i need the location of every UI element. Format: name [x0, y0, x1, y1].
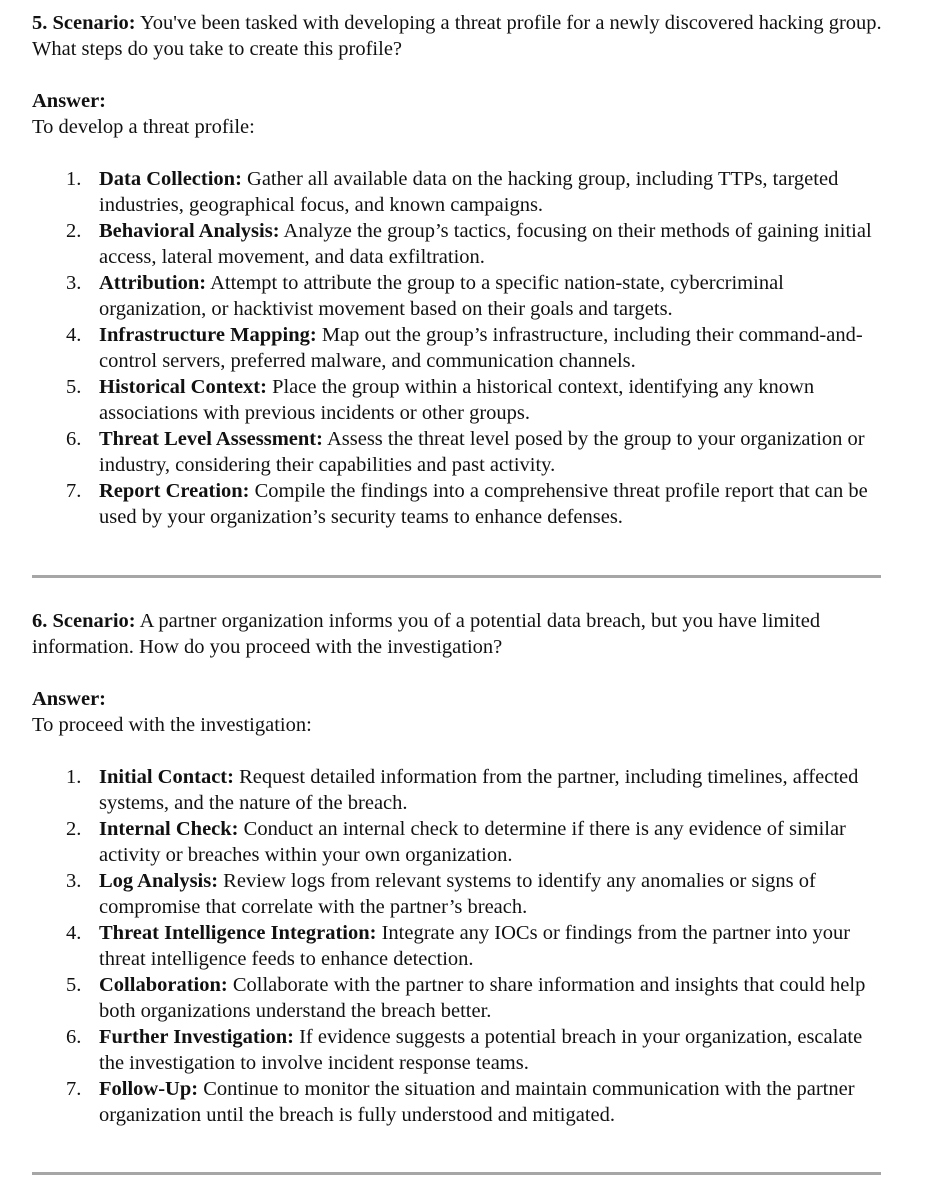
step-term: Threat Intelligence Integration: [99, 922, 377, 944]
step-text: Place the group within a historical context, identifying any known associations with previous incidents or other groups. [99, 376, 815, 424]
scenario-section-5 [32, 10, 892, 530]
step-term: Collaboration: [99, 974, 228, 996]
list-item [32, 1024, 892, 1076]
answer-steps-list [32, 166, 892, 530]
step-term: Data Collection: [99, 168, 242, 190]
step-term: Internal Check: [99, 818, 239, 840]
step-text: Conduct an internal check to determine if there is any evidence of similar activity or breaches within your own organization. [99, 818, 846, 866]
list-item [32, 322, 892, 374]
step-text: If evidence suggests a potential breach in your organization, escalate the investigation to involve incident response teams. [99, 1026, 863, 1074]
scenario-question [32, 10, 892, 62]
list-number: 3. [66, 272, 82, 294]
list-item [32, 972, 892, 1024]
answer-intro: To proceed with the investigation: [32, 714, 312, 736]
scenario-label: 6. Scenario: [32, 610, 136, 632]
list-number: 7. [66, 1078, 82, 1100]
step-term: Report Creation: [99, 480, 250, 502]
list-item [32, 816, 892, 868]
step-text: Map out the group’s infrastructure, including their command-and-control servers, preferred malware, and communication channels. [99, 324, 863, 372]
step-text: Continue to monitor the situation and maintain communication with the partner organization until the breach is fully understood and mitigated. [99, 1078, 855, 1126]
step-term: Threat Level Assessment: [99, 428, 323, 450]
answer-label: Answer: [32, 90, 107, 112]
list-number: 3. [66, 870, 82, 892]
list-item [32, 1076, 892, 1128]
list-number: 7. [66, 480, 82, 502]
answer-steps-list [32, 764, 892, 1128]
list-number: 1. [66, 766, 82, 788]
step-term: Attribution: [99, 272, 207, 294]
step-term: Infrastructure Mapping: [99, 324, 317, 346]
step-text: Review logs from relevant systems to identify any anomalies or signs of compromise that correlate with the partner’s breach. [99, 870, 816, 918]
section-divider [32, 575, 881, 578]
step-text: Compile the findings into a comprehensive threat profile report that can be used by your organization’s security teams to enhance defenses. [99, 480, 868, 528]
step-term: Further Investigation: [99, 1026, 294, 1048]
step-term: Historical Context: [99, 376, 267, 398]
list-number: 6. [66, 428, 82, 450]
list-number: 5. [66, 974, 82, 996]
list-item [32, 478, 892, 530]
list-number: 4. [66, 324, 82, 346]
list-item [32, 218, 892, 270]
scenario-text: You've been tasked with developing a threat profile for a newly discovered hacking group. What steps do you take to create this profile? [32, 12, 882, 60]
list-number: 2. [66, 818, 82, 840]
step-term: Follow-Up: [99, 1078, 199, 1100]
step-term: Initial Contact: [99, 766, 234, 788]
step-text: Analyze the group’s tactics, focusing on their methods of gaining initial access, lateral movement, and data exfiltration. [99, 220, 872, 268]
answer-intro: To develop a threat profile: [32, 116, 255, 138]
step-text: Attempt to attribute the group to a specific nation-state, cybercriminal organization, or hacktivist movement based on their goals and targets. [99, 272, 784, 320]
scenario-text: A partner organization informs you of a potential data breach, but you have limited information. How do you proceed with the investigation? [32, 610, 821, 658]
step-text: Collaborate with the partner to share information and insights that could help both organizations understand the breach better. [99, 974, 866, 1022]
list-number: 1. [66, 168, 82, 190]
step-term: Log Analysis: [99, 870, 219, 892]
list-item [32, 270, 892, 322]
list-item [32, 764, 892, 816]
list-item [32, 426, 892, 478]
step-text: Request detailed information from the partner, including timelines, affected systems, and the nature of the breach. [99, 766, 859, 814]
step-term: Behavioral Analysis: [99, 220, 280, 242]
section-divider [32, 1172, 881, 1175]
step-text: Assess the threat level posed by the group to your organization or industry, considering their capabilities and past activity. [99, 428, 865, 476]
answer-label: Answer: [32, 688, 107, 710]
scenario-section-6 [32, 608, 892, 1128]
list-item [32, 868, 892, 920]
list-item [32, 374, 892, 426]
list-item [32, 920, 892, 972]
list-number: 2. [66, 220, 82, 242]
list-number: 6. [66, 1026, 82, 1048]
scenario-label: 5. Scenario: [32, 12, 136, 34]
step-text: Integrate any IOCs or findings from the partner into your threat intelligence feeds to enhance detection. [99, 922, 851, 970]
scenario-question [32, 608, 892, 660]
list-number: 4. [66, 922, 82, 944]
list-number: 5. [66, 376, 82, 398]
step-text: Gather all available data on the hacking group, including TTPs, targeted industries, geographical focus, and known campaigns. [99, 168, 839, 216]
list-item [32, 166, 892, 218]
